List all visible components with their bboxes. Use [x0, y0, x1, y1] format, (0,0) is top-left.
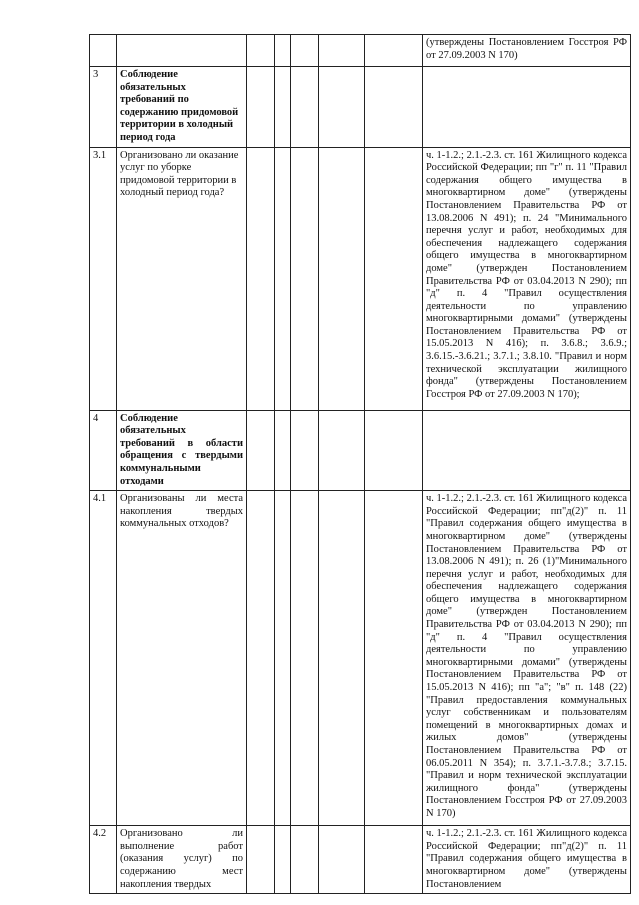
empty-cell	[247, 826, 275, 894]
empty-cell	[291, 491, 319, 826]
empty-cell	[275, 147, 291, 410]
row-number: 4	[90, 410, 117, 491]
empty-cell	[365, 826, 423, 894]
empty-cell	[275, 410, 291, 491]
question-cell: Организованы ли места накопления твердых коммунальных отходов?	[117, 491, 247, 826]
legal-reference-cell: ч. 1-1.2.; 2.1.-2.3. ст. 161 Жилищного кодекса Российской Федерации; пп"д(2)" п. 11 "Правил содержания общего имущества в многоквартирном доме" (утверждены Постановлением	[423, 826, 631, 894]
question-cell	[117, 35, 247, 67]
checklist-table	[89, 34, 631, 894]
table-row	[90, 410, 631, 491]
empty-cell	[275, 35, 291, 67]
question-cell: Организовано ли оказание услуг по уборке придомовой территории в холодный период года?	[117, 147, 247, 410]
empty-cell	[291, 410, 319, 491]
empty-cell	[319, 35, 365, 67]
empty-cell	[275, 67, 291, 148]
legal-reference-cell: (утверждены Постановлением Госстроя РФ от 27.09.2003 N 170)	[423, 35, 631, 67]
empty-cell	[365, 67, 423, 148]
empty-cell	[319, 491, 365, 826]
row-number: 3.1	[90, 147, 117, 410]
empty-cell	[275, 826, 291, 894]
section-heading-cell: Соблюдение обязательных требований по содержанию придомовой территории в холодный период года	[117, 67, 247, 148]
empty-cell	[365, 147, 423, 410]
empty-cell	[365, 410, 423, 491]
row-number: 3	[90, 67, 117, 148]
empty-cell	[291, 67, 319, 148]
empty-cell	[247, 35, 275, 67]
question-cell: Организовано ли выполнение работ (оказания услуг) по содержанию мест накопления твердых	[117, 826, 247, 894]
empty-cell	[319, 826, 365, 894]
empty-cell	[319, 147, 365, 410]
legal-reference-cell: ч. 1-1.2.; 2.1.-2.3. ст. 161 Жилищного кодекса Российской Федерации; пп "г" п. 11 "Правил содержания общего имущества в многоквартирном доме" (утверждены Постановлением Правительства РФ от 13.08.2006 N 491); п. 24 "Минимального перечня услуг и работ, необходимых для обеспечения надлежащего содержания общего имущества в многоквартирном доме" (утвержден Постановлением Правительства РФ от 03.04.2013 N 290); пп "д" п. 4 "Правил осуществления деятельности по управлению многоквартирными домами" (утверждены Постановлением Правительства РФ от 15.05.2013 N 416); п. 3.6.8.; 3.6.9.; 3.6.15.-3.6.21.; 3.7.1.; 3.8.10. "Правил и норм технической эксплуатации жилищного фонда" (утверждены Постановлением Госстроя РФ от 27.09.2003 N 170);	[423, 147, 631, 410]
empty-cell	[319, 67, 365, 148]
empty-cell	[291, 147, 319, 410]
empty-cell	[275, 491, 291, 826]
section-heading-cell: Соблюдение обязательных требований в области обращения с твердыми коммунальными отходами	[117, 410, 247, 491]
empty-cell	[247, 410, 275, 491]
empty-cell	[247, 67, 275, 148]
row-number	[90, 35, 117, 67]
row-number: 4.2	[90, 826, 117, 894]
empty-cell	[247, 147, 275, 410]
legal-reference-cell	[423, 410, 631, 491]
empty-cell	[291, 826, 319, 894]
empty-cell	[365, 35, 423, 67]
empty-cell	[365, 491, 423, 826]
empty-cell	[247, 491, 275, 826]
legal-reference-cell: ч. 1-1.2.; 2.1.-2.3. ст. 161 Жилищного кодекса Российской Федерации; пп"д(2)" п. 11 "Правил содержания общего имущества в многоквартирном доме" (утверждены Постановлением Правительства РФ от 13.08.2006 N 491); п. 26 (1)"Минимального перечня услуг и работ, необходимых для обеспечения надлежащего содержания общего имущества в многоквартирном доме" (утвержден Постановлением Правительства РФ от 03.04.2013 N 290); пп "д" п. 4 "Правил осуществления деятельности по управлению многоквартирными домами" (утверждены Постановлением Правительства РФ от 15.05.2013 N 416); пп "а"; "в" п. 148 (22) "Правил предоставления коммунальных услуг собственникам и пользователям помещений в многоквартирных домах и жилых домов" (утверждены Постановлением Правительства РФ от 06.05.2011 N 354); п. 3.7.1.-3.7.8.; 3.7.15. "Правил и норм технической эксплуатации жилищного фонда" (утверждены Постановлением Госстроя РФ от 27.09.2003 N 170)	[423, 491, 631, 826]
row-number: 4.1	[90, 491, 117, 826]
empty-cell	[319, 410, 365, 491]
table-row	[90, 826, 631, 894]
table-row	[90, 147, 631, 410]
table-row	[90, 67, 631, 148]
legal-reference-cell	[423, 67, 631, 148]
table-row	[90, 35, 631, 67]
table-row	[90, 491, 631, 826]
empty-cell	[291, 35, 319, 67]
